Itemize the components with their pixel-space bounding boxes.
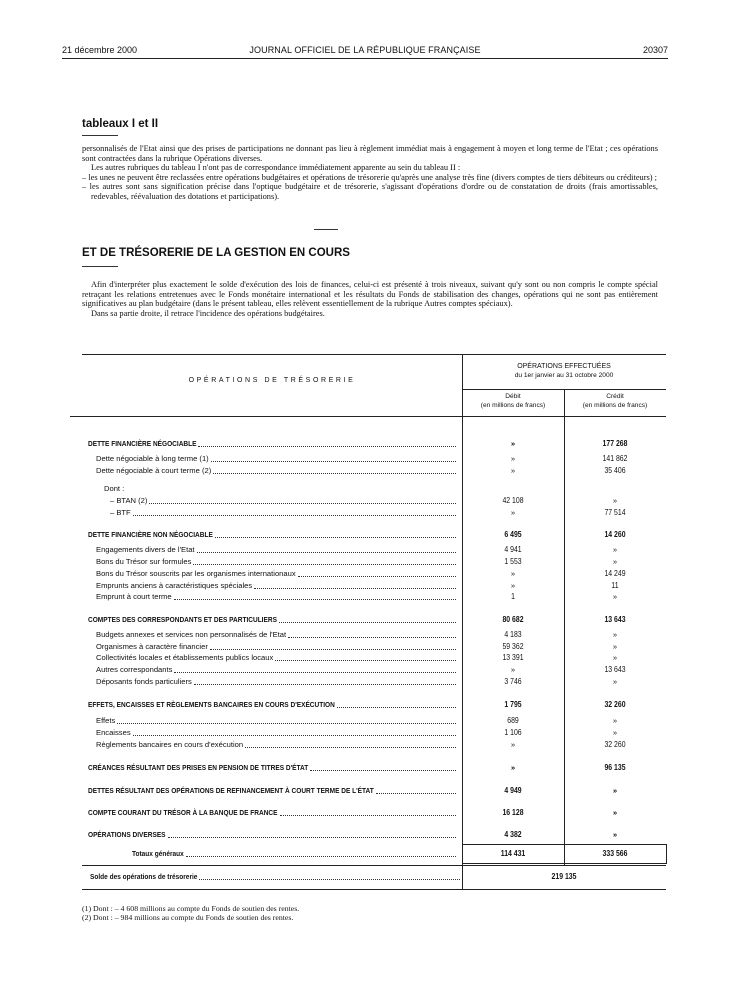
dot-leader xyxy=(117,723,456,724)
debit-value: » xyxy=(510,508,516,517)
header-line: Débit xyxy=(505,393,521,400)
section2-text xyxy=(82,280,658,318)
dot-leader xyxy=(174,599,456,600)
debit-value: » xyxy=(510,454,516,463)
table-row xyxy=(82,466,666,476)
table-row xyxy=(82,569,666,579)
table-row xyxy=(82,786,666,796)
table-row xyxy=(82,530,666,540)
credit-value: 13 643 xyxy=(604,615,626,624)
table-row xyxy=(82,716,666,726)
row-label: Organismes à caractère financier xyxy=(96,642,208,651)
dot-leader xyxy=(279,622,456,623)
paragraph: Dans sa partie droite, il retrace l'incidence des opérations budgétaires. xyxy=(91,308,325,318)
paragraph: personnalisés de l'Etat ainsi que des prises de participations ne donnant pas lieu à règlement immédiat mais à engagement à moyen et long terme de l'Etat ; ces opérations sont contractées dans la rubrique Opérations diverses. xyxy=(82,144,658,163)
table-row xyxy=(82,872,666,882)
debit-value: 13 391 xyxy=(502,653,524,662)
header-line: (en millions de francs) xyxy=(582,401,648,409)
credit-value: » xyxy=(612,653,618,662)
credit-value: 35 406 xyxy=(604,466,626,475)
row-label: Dette négociable à long terme (1) xyxy=(96,454,209,463)
row-label: DETTES RÉSULTANT DES OPÉRATIONS DE REFINANCEMENT À COURT TERME DE L'ÉTAT xyxy=(88,786,374,795)
row-label: Solde des opérations de trésorerie xyxy=(90,872,198,881)
section-title-tableaux: tableaux I et II xyxy=(82,118,159,130)
journal-title: JOURNAL OFFICIEL DE LA RÉPUBLIQUE FRANÇAISE xyxy=(249,45,481,55)
dot-leader xyxy=(337,707,456,708)
column-header-debit xyxy=(462,393,564,410)
credit-value: » xyxy=(612,496,618,505)
column-header-effected xyxy=(462,362,666,380)
list-item: – les autres sont sans signification précise dans l'optique budgétaire et de trésorerie, s'agissant d'opérations d'ordre ou de constatation de droits (frais amortissables, redevables, réévaluation des dotations et participations). xyxy=(82,182,658,201)
header-line: du 1er janvier au 31 octobre 2000 xyxy=(514,372,614,379)
dot-leader xyxy=(133,735,456,736)
table-row xyxy=(82,592,666,602)
table-row xyxy=(82,545,666,555)
credit-value: 77 514 xyxy=(604,508,626,517)
debit-value: 1 xyxy=(511,592,515,601)
row-label: – BTAN (2) xyxy=(110,496,148,505)
debit-value: » xyxy=(510,466,516,475)
debit-value: » xyxy=(510,740,516,749)
header-divider xyxy=(462,389,666,390)
page-header xyxy=(62,44,668,59)
row-label: Totaux généraux xyxy=(132,849,184,858)
table-row xyxy=(82,740,666,750)
row-label: Autres correspondants xyxy=(96,665,173,674)
footnotes xyxy=(82,904,299,923)
table-row xyxy=(82,484,666,494)
debit-value: 4 382 xyxy=(504,830,522,839)
column-header-credit xyxy=(564,393,666,410)
debit-value: 80 682 xyxy=(502,615,524,624)
table-row xyxy=(82,665,666,675)
row-label: Emprunts anciens à caractéristiques spéciales xyxy=(96,581,253,590)
row-label: OPÉRATIONS DIVERSES xyxy=(88,830,166,839)
debit-value: 4 941 xyxy=(504,545,522,554)
list-item: – les unes ne peuvent être reclassées entre opérations budgétaires et opérations de trésorerie qu'après une analyse très fine (divers comptes de tiers débiteurs ou créditeurs) ; xyxy=(82,172,657,182)
dot-leader xyxy=(215,537,456,538)
column-header-operations: OPÉRATIONS DE TRÉSORERIE xyxy=(188,377,356,384)
credit-value: » xyxy=(612,728,618,737)
row-label: Dont : xyxy=(104,484,125,493)
debit-value: 114 431 xyxy=(500,849,526,858)
header-bottom-rule xyxy=(70,416,666,417)
debit-value: » xyxy=(510,439,516,448)
table-row xyxy=(82,454,666,464)
debit-value: 1 106 xyxy=(504,728,522,737)
page-number: 20307 xyxy=(642,45,668,55)
credit-value: » xyxy=(612,630,618,639)
credit-value: » xyxy=(612,677,618,686)
table-row xyxy=(82,615,666,625)
footnote: (1) Dont : – 4 608 millions au compte du Fonds de soutien des rentes. xyxy=(82,904,300,913)
row-label: COMPTE COURANT DU TRÉSOR À LA BANQUE DE FRANCE xyxy=(88,808,278,817)
dot-leader xyxy=(194,684,456,685)
dot-leader xyxy=(376,793,456,794)
header-line: (en millions de francs) xyxy=(480,401,546,409)
debit-value: 42 108 xyxy=(502,496,524,505)
header-date: 21 décembre 2000 xyxy=(62,45,138,55)
treasury-operations-table xyxy=(82,354,666,890)
credit-value: » xyxy=(612,545,618,554)
table-row xyxy=(82,581,666,591)
row-label: CRÉANCES RÉSULTANT DES PRISES EN PENSION DE TITRES D'ÉTAT xyxy=(88,763,309,772)
row-label: Emprunt à court terme xyxy=(96,592,172,601)
credit-value: » xyxy=(612,808,618,817)
credit-value: 11 xyxy=(611,581,619,590)
table-row xyxy=(82,557,666,567)
dot-leader xyxy=(245,747,456,748)
debit-value: 4 949 xyxy=(504,786,522,795)
dot-leader xyxy=(280,815,456,816)
row-label: Règlements bancaires en cours d'exécution xyxy=(96,740,244,749)
credit-value: » xyxy=(612,830,618,839)
dot-leader xyxy=(193,564,456,565)
dot-leader xyxy=(186,856,456,857)
dot-leader xyxy=(210,649,456,650)
separator-rule xyxy=(314,229,338,230)
debit-value: 6 495 xyxy=(504,530,522,539)
section-rule xyxy=(82,135,118,136)
paragraph: Afin d'interpréter plus exactement le solde d'exécution des lois de finances, celui-ci est présenté à trois niveaux, suivant qu'y sont ou non compris le compte spécial retraçant les relations entretenues avec le Fonds monétaire international et les résultats du Fonds de stabilisation des changes, opérations qui ne sont pas entièrement significatives au plan budgétaire (dans le présent tableau, elles relèvent essentiellement de la rubrique Autres comptes spéciaux). xyxy=(82,280,658,309)
table-row xyxy=(82,728,666,738)
dot-leader xyxy=(149,503,456,504)
debit-value: 1 795 xyxy=(504,700,522,709)
row-label: – BTF xyxy=(110,508,131,517)
debit-value: 16 128 xyxy=(502,808,524,817)
header-line: Crédit xyxy=(606,393,624,400)
row-label: Effets xyxy=(96,716,116,725)
dot-leader xyxy=(288,637,456,638)
credit-value: » xyxy=(612,786,618,795)
credit-value: » xyxy=(612,642,618,651)
credit-value: 13 643 xyxy=(604,665,626,674)
credit-value: » xyxy=(612,557,618,566)
row-label: DETTE FINANCIÈRE NÉGOCIABLE xyxy=(88,439,197,448)
dot-leader xyxy=(310,770,456,771)
table-row xyxy=(82,496,666,506)
table-row xyxy=(82,677,666,687)
table-row xyxy=(82,700,666,710)
dot-leader xyxy=(198,446,456,447)
credit-value: 32 260 xyxy=(604,700,626,709)
dot-leader xyxy=(254,588,456,589)
section1-text xyxy=(82,144,658,202)
dot-leader xyxy=(197,552,456,553)
credit-value: » xyxy=(612,592,618,601)
dot-leader xyxy=(275,660,456,661)
debit-value: 3 746 xyxy=(504,677,522,686)
footnote: (2) Dont : – 984 millions au compte du Fonds de soutien des rentes. xyxy=(82,913,294,923)
row-label: Engagements divers de l'Etat xyxy=(96,545,195,554)
credit-value: 141 862 xyxy=(602,454,628,463)
table-row xyxy=(82,630,666,640)
credit-value: 96 135 xyxy=(604,763,626,772)
debit-value: » xyxy=(510,763,516,772)
table-row xyxy=(82,508,666,518)
credit-value: 32 260 xyxy=(604,740,626,749)
dot-leader xyxy=(213,473,456,474)
row-label: Bons du Trésor sur formules xyxy=(96,557,192,566)
dot-leader xyxy=(168,837,456,838)
debit-value: 1 553 xyxy=(504,557,522,566)
balance-value: 219 135 xyxy=(551,872,577,881)
row-label: Collectivités locales et établissements publics locaux xyxy=(96,653,274,662)
dot-leader xyxy=(211,461,456,462)
section-title-tresorerie: ET DE TRÉSORERIE DE LA GESTION EN COURS xyxy=(82,247,350,259)
debit-value: » xyxy=(510,665,516,674)
table-row xyxy=(82,763,666,773)
table-row xyxy=(82,808,666,818)
dot-leader xyxy=(199,879,460,880)
table-row xyxy=(82,830,666,840)
row-label: Déposants fonds particuliers xyxy=(96,677,192,686)
table-row xyxy=(82,642,666,652)
row-label: DETTE FINANCIÈRE NON NÉGOCIABLE xyxy=(88,530,213,539)
credit-value: 14 249 xyxy=(604,569,626,578)
debit-value: 4 183 xyxy=(504,630,522,639)
table-row xyxy=(82,849,666,859)
credit-value: » xyxy=(612,716,618,725)
row-label: Encaisses xyxy=(96,728,131,737)
row-label: Bons du Trésor souscrits par les organismes internationaux xyxy=(96,569,296,578)
header-line: OPÉRATIONS EFFECTUÉES xyxy=(517,363,611,370)
dot-leader xyxy=(133,515,456,516)
paragraph: Les autres rubriques du tableau I n'ont pas de correspondance immédiatement apparente au sein du tableau II : xyxy=(91,163,461,173)
debit-value: » xyxy=(510,569,516,578)
table-row xyxy=(82,653,666,663)
row-label: COMPTES DES CORRESPONDANTS ET DES PARTICULIERS xyxy=(88,615,277,624)
section-rule xyxy=(82,266,118,267)
row-label: Budgets annexes et services non personnalisés de l'Etat xyxy=(96,630,287,639)
debit-value: 59 362 xyxy=(502,642,524,651)
credit-value: 333 566 xyxy=(602,849,628,858)
row-label: EFFETS, ENCAISSES ET RÈGLEMENTS BANCAIRES EN COURS D'EXÉCUTION xyxy=(88,700,335,709)
credit-value: 14 260 xyxy=(604,530,626,539)
dot-leader xyxy=(174,672,456,673)
row-label: Dette négociable à court terme (2) xyxy=(96,466,212,475)
debit-value: » xyxy=(510,581,516,590)
table-row xyxy=(82,439,666,449)
dot-leader xyxy=(298,576,456,577)
credit-value: 177 268 xyxy=(602,439,628,448)
debit-value: 689 xyxy=(507,716,519,725)
